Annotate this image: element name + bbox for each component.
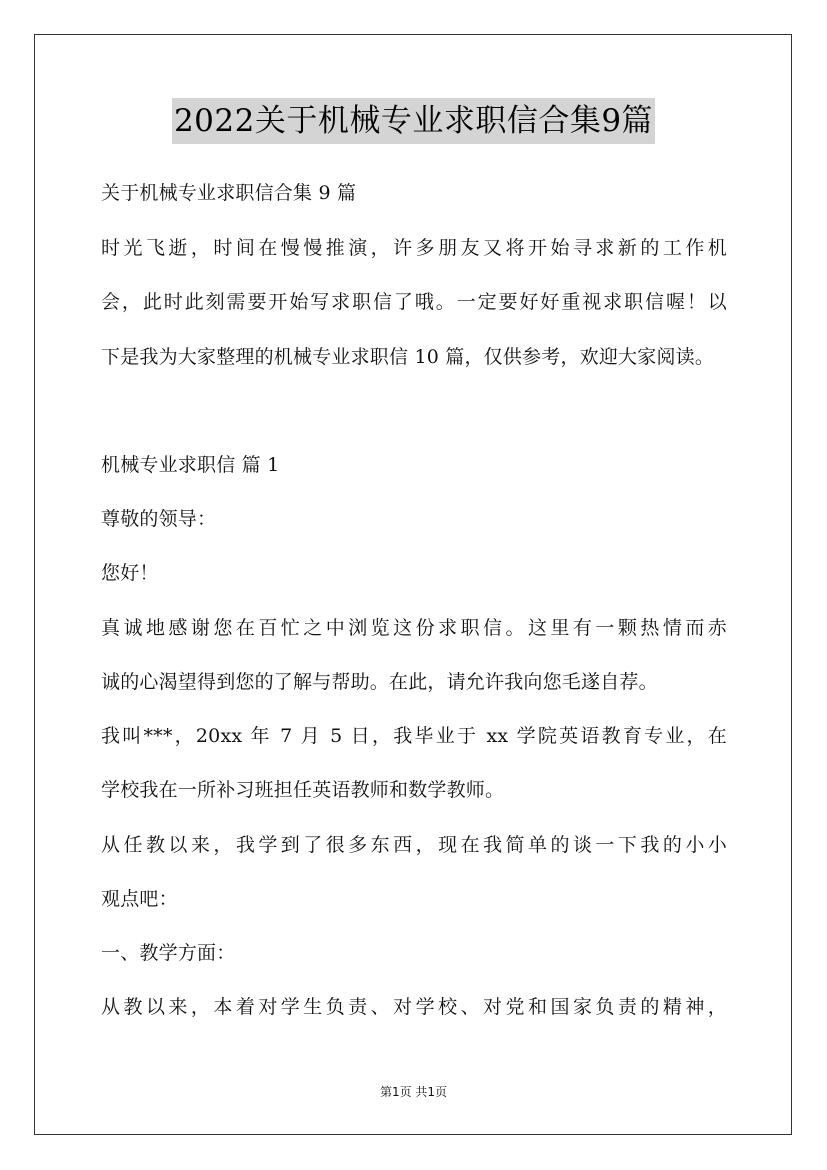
section-heading: 机械专业求职信 篇 1 bbox=[101, 454, 280, 476]
greeting: 您好！ bbox=[101, 562, 159, 584]
paragraph-line: 观点吧： bbox=[101, 888, 178, 910]
paragraph-line: 从任教以来，我学到了很多东西，现在我简单的谈一下我的小小 bbox=[101, 834, 727, 856]
paragraph-line: 真诚地感谢您在百忙之中浏览这份求职信。这里有一颗热情而赤 bbox=[101, 617, 727, 639]
document-title: 2022关于机械专业求职信合集9篇 bbox=[172, 98, 655, 144]
salutation: 尊敬的领导： bbox=[101, 508, 217, 530]
subtitle-line: 关于机械专业求职信合集 9 篇 bbox=[101, 182, 357, 204]
subsection-heading: 一、教学方面： bbox=[101, 942, 236, 964]
paragraph-line: 学校我在一所补习班担任英语教师和数学教师。 bbox=[101, 779, 505, 801]
paragraph-line: 下是我为大家整理的机械专业求职信 10 篇，仅供参考，欢迎大家阅读。 bbox=[101, 346, 715, 368]
paragraph-line: 我叫***，20xx 年 7 月 5 日，我毕业于 xx 学院英语教育专业，在 bbox=[101, 725, 727, 747]
title-container bbox=[0, 98, 827, 144]
paragraph-line: 会，此时此刻需要开始写求职信了哦。一定要好好重视求职信喔！以 bbox=[101, 291, 727, 313]
paragraph-line: 诚的心渴望得到您的了解与帮助。在此，请允许我向您毛遂自荐。 bbox=[101, 671, 658, 693]
page-footer: 第1页 共1页 bbox=[379, 1085, 448, 1099]
paragraph-line: 时光飞逝，时间在慢慢推演，许多朋友又将开始寻求新的工作机 bbox=[101, 237, 727, 259]
paragraph-line: 从教以来，本着对学生负责、对学校、对党和国家负责的精神， bbox=[101, 996, 727, 1018]
